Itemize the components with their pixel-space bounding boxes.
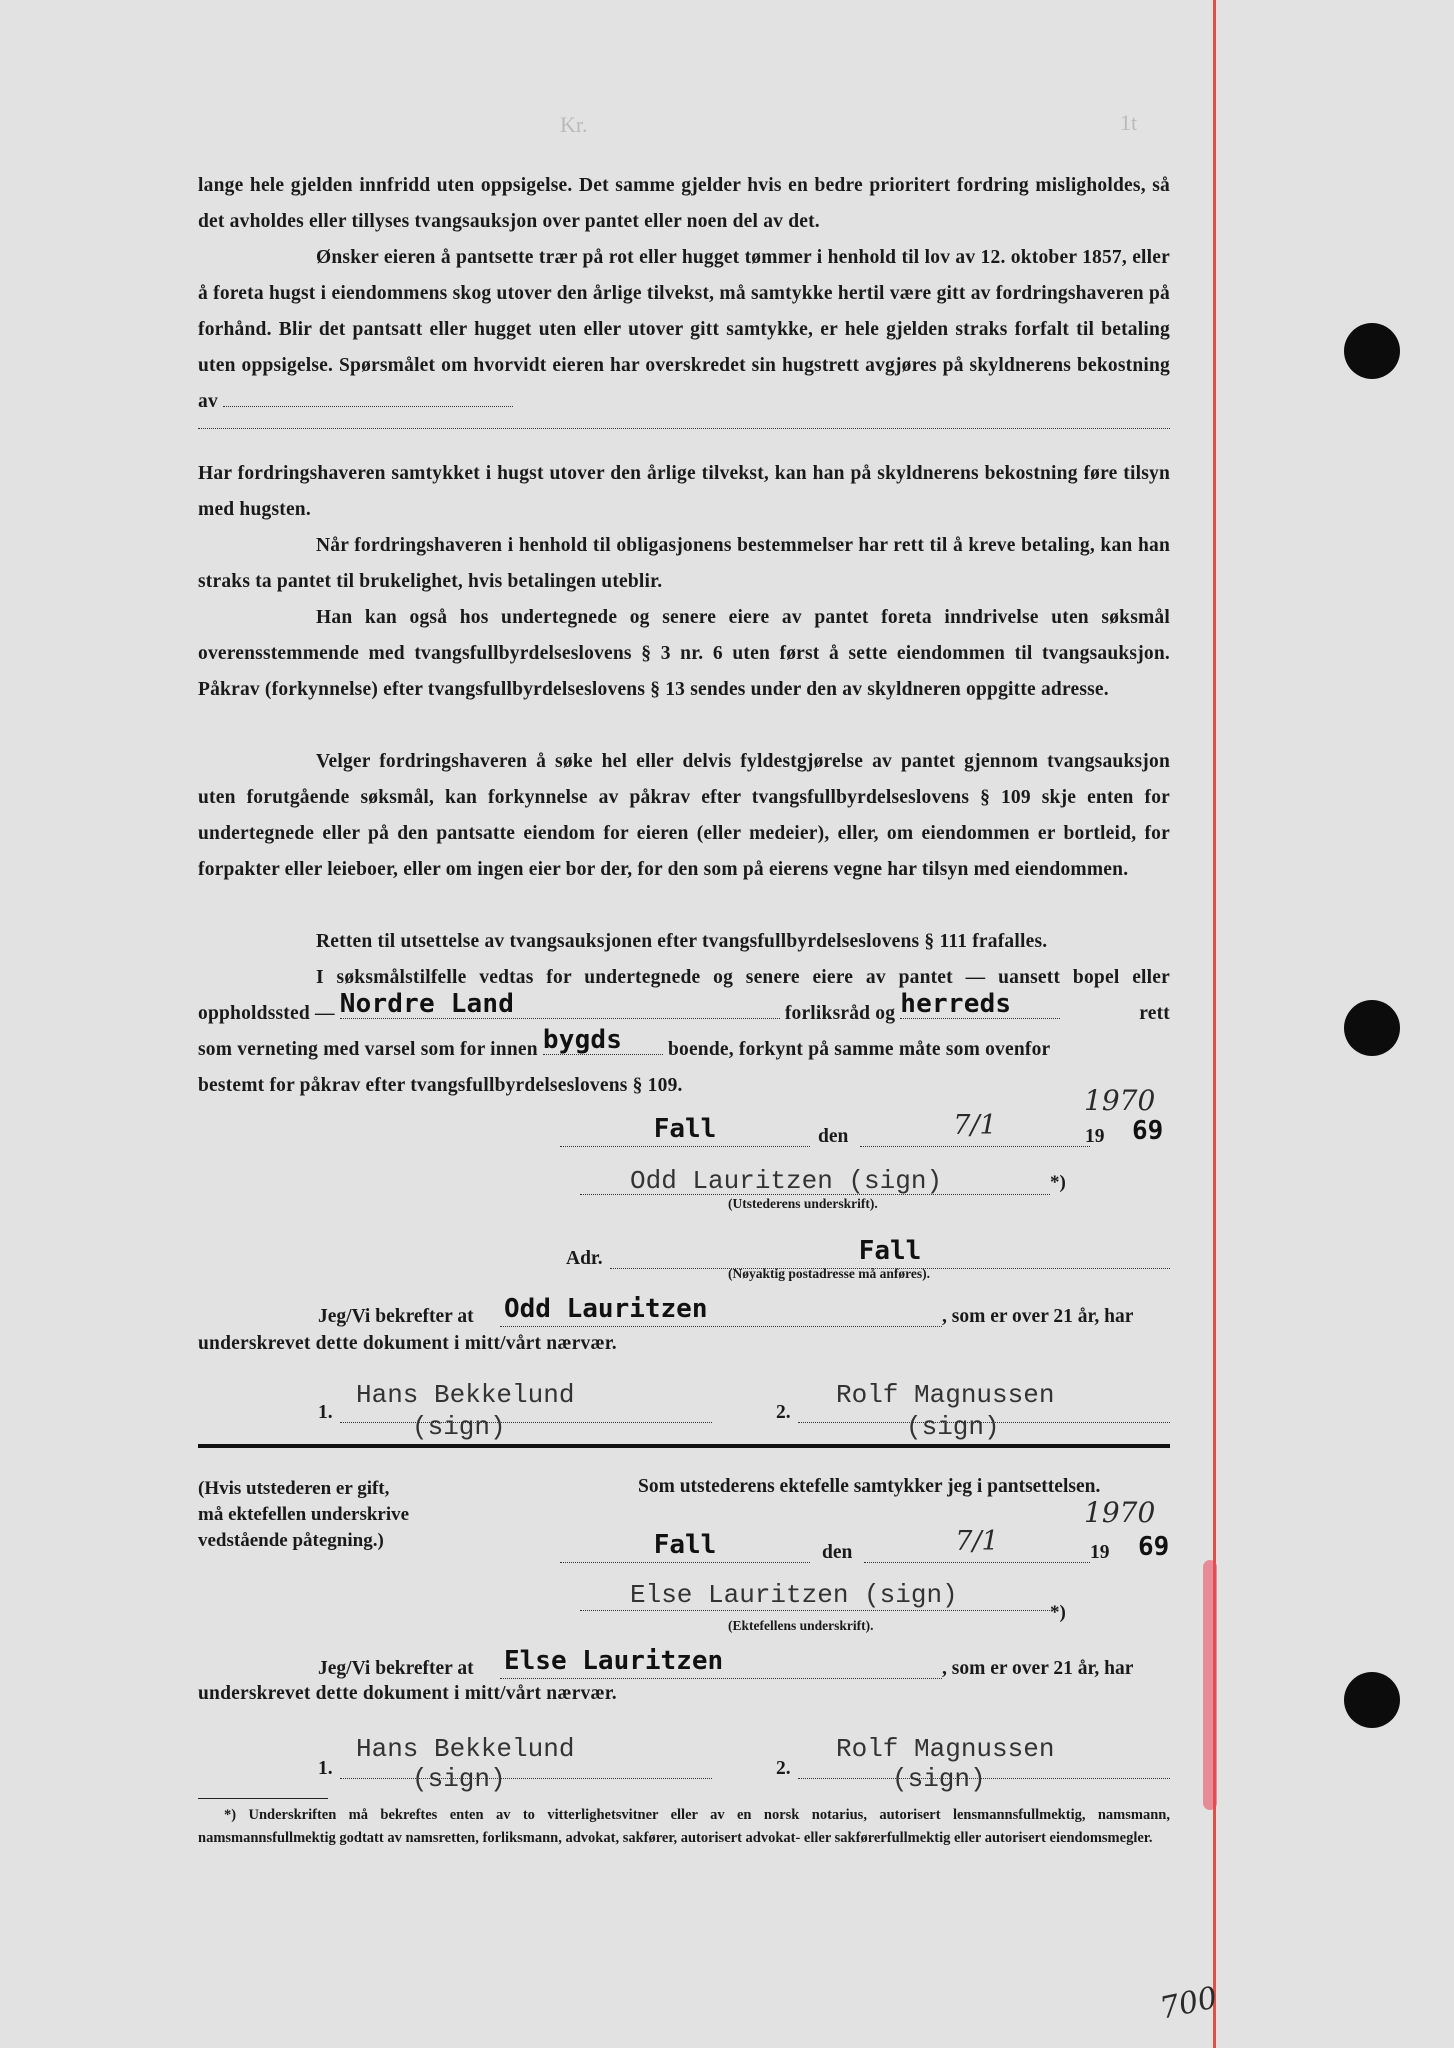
venue-district: bygds bbox=[542, 1025, 623, 1055]
sig1-witness1-name: Hans Bekkelund bbox=[356, 1380, 575, 1410]
venue-line-2 bbox=[198, 1025, 1170, 1068]
footnote: *) Underskriften må bekreftes enten av to vitterlighetsvitner eller av en norsk notarius, autorisert lensmannsfullmektig, namsmann, namsmannsfullmektig godtatt av namsretten, forliksmann, advokat, sakfører, autorisert advokat- eller sakførerfullmektig eller autorisert eiendomsmegler. bbox=[198, 1807, 1170, 1846]
spouse-caption: (Ektefellens underskrift). bbox=[728, 1618, 874, 1633]
spouse-witness1-name: Hans Bekkelund bbox=[356, 1734, 575, 1764]
venue-prefix: oppholdssted — bbox=[198, 1003, 335, 1024]
spouse-note bbox=[198, 1476, 409, 1554]
venue-district-field bbox=[542, 1025, 663, 1055]
spouse-year-typed: 69 bbox=[1138, 1532, 1170, 1562]
spouse-place: Fall bbox=[653, 1530, 717, 1560]
venue-mid: forliksråd og bbox=[784, 1003, 896, 1024]
sig1-witness2-num: 2. bbox=[776, 1402, 791, 1423]
sig1-adr-label: Adr. bbox=[566, 1248, 603, 1269]
spouse-consent: Som utstederens ektefelle samtykker jeg i pantsettelsen. bbox=[638, 1476, 1101, 1497]
sig1-adr-value: Fall bbox=[858, 1236, 922, 1266]
spouse-note-line1: (Hvis utstederen er gift, bbox=[198, 1478, 390, 1499]
faint-header-right: 1t bbox=[1120, 110, 1138, 135]
paragraph-7: Retten til utsettelse av tvangsauksjonen efter tvangsfullbyrdelseslovens § 111 frafalles. bbox=[316, 931, 1048, 952]
venue-place-field bbox=[339, 989, 780, 1019]
spouse-year-hand: 1970 bbox=[1084, 1496, 1156, 1529]
sig1-adr-caption: (Nøyaktig postadresse må anføres). bbox=[728, 1266, 930, 1281]
spouse-confirm-line2: underskrevet dette dokument i mitt/vårt nærvær. bbox=[198, 1683, 617, 1704]
sig1-den: den bbox=[818, 1126, 849, 1147]
sig1-witness2-sign: (sign) bbox=[906, 1412, 1000, 1442]
hugst-cost-blank bbox=[223, 388, 513, 407]
paragraph-6: Velger fordringshaveren å søke hel eller delvis fyldestgjørelse av pantet gjennom tvangsauksjon uten forutgående søksmål, kan forkynnelse av påkrav efter tvangsfullbyrdelseslovens § 109 skje enten for undertegnede eller på den pantsatte eiendom for eieren (eller medeier), eller, om eiendommen er bortleid, for forpakter eller leieboer, eller om ingen eier bor der, for den som på eierens vegne har tilsyn med eiendommen. bbox=[198, 751, 1170, 880]
punch-hole-top bbox=[1344, 323, 1400, 379]
sig1-year-hand: 1970 bbox=[1084, 1084, 1156, 1117]
sig1-witness-line bbox=[318, 1380, 1170, 1440]
paragraph-5: Han kan også hos undertegnede og senere eiere av pantet foreta inndrivelse uten søksmål overensstemmende med tvangsfullbyrdelseslovens § 3 nr. 6 uten først å sette eiendommen til tvangsauksjon. Påkrav (forkynnelse) efter tvangsfullbyrdelseslovens § 13 sendes under den av skyldneren oppgitte adresse. bbox=[198, 607, 1170, 700]
sig1-signer-typed: Odd Lauritzen (sign) bbox=[630, 1166, 943, 1196]
sig1-confirm-line2: underskrevet dette dokument i mitt/vårt nærvær. bbox=[198, 1333, 617, 1354]
spouse-signer-line bbox=[580, 1580, 1170, 1623]
paragraph-8: I søksmålstilfelle vedtas for undertegnede og senere eiere av pantet — uansett bopel eller bbox=[316, 967, 1170, 988]
spouse-place-field bbox=[560, 1530, 810, 1563]
sig1-witness1-sign: (sign) bbox=[412, 1412, 506, 1442]
spouse-witness2-name: Rolf Magnussen bbox=[836, 1734, 1055, 1764]
paragraph-2 bbox=[198, 240, 1170, 420]
faint-header-left: Kr. bbox=[560, 112, 588, 137]
sig1-confirm-suffix: , som er over 21 år, har bbox=[942, 1306, 1134, 1327]
venue-line2-prefix: som verneting med varsel som for innen bbox=[198, 1039, 538, 1060]
sig1-witness1-num: 1. bbox=[318, 1402, 333, 1423]
spouse-witness-line bbox=[318, 1734, 1170, 1794]
section-divider bbox=[198, 1444, 1170, 1448]
sig1-date-field bbox=[860, 1110, 1090, 1147]
spouse-star: *) bbox=[1050, 1602, 1066, 1623]
spouse-witness2-num: 2. bbox=[776, 1758, 791, 1779]
spouse-witness1-num: 1. bbox=[318, 1758, 333, 1779]
dotted-blank-line bbox=[198, 428, 1170, 429]
sig1-star: *) bbox=[1050, 1172, 1066, 1193]
sig1-witness2-name: Rolf Magnussen bbox=[836, 1380, 1055, 1410]
sig1-date: 7/1 bbox=[953, 1110, 997, 1141]
sig1-place: Fall bbox=[653, 1114, 717, 1144]
venue-line-3: bestemt for påkrav efter tvangsfullbyrdelseslovens § 109. bbox=[198, 1075, 683, 1096]
venue-court: herreds bbox=[900, 989, 1012, 1019]
red-stain bbox=[1203, 1560, 1217, 1810]
sig1-caption: (Utstederens underskrift). bbox=[728, 1196, 878, 1211]
paragraph-4: Når fordringshaveren i henhold til obligasjonens bestemmelser har rett til å kreve betaling, kan han straks ta pantet til brukelighet, hvis betalingen uteblir. bbox=[198, 535, 1170, 592]
paragraph-1: lange hele gjelden innfridd uten oppsigelse. Det samme gjelder hvis en bedre prioritert fordring misligholdes, så det avholdes eller tillyses tvangsauksjon over pantet eller noen del av det. bbox=[198, 175, 1170, 232]
spouse-note-line3: vedstående påtegning.) bbox=[198, 1530, 384, 1551]
spouse-den: den bbox=[822, 1542, 853, 1563]
sig1-date-line bbox=[560, 1110, 1170, 1160]
spouse-date: 7/1 bbox=[955, 1526, 999, 1557]
spouse-year-prefix: 19 bbox=[1090, 1542, 1110, 1563]
paragraph-3: Har fordringshaveren samtykket i hugst utover den årlige tilvekst, kan han på skyldnerens bekostning føre tilsyn med hugsten. bbox=[198, 463, 1170, 520]
spouse-note-line2: må ektefellen underskrive bbox=[198, 1504, 410, 1525]
punch-hole-middle bbox=[1344, 1000, 1400, 1056]
venue-suffix: rett bbox=[1139, 1003, 1170, 1024]
venue-line-1 bbox=[198, 989, 1170, 1032]
spouse-confirm-suffix: , som er over 21 år, har bbox=[942, 1658, 1134, 1679]
paragraph-2-text: Ønsker eieren å pantsette trær på rot eller hugget tømmer i henhold til lov av 12. oktober 1857, eller å foreta hugst i eiendommens skog utover den årlige tilvekst, må samtykke hertil være gitt av fordringshaveren på forhånd. Blir det pantsatt eller hugget uten eller utover gitt samtykke, er hele gjelden straks forfalt til betaling uten oppsigelse. Spørsmålet om hvorvidt eieren har overskredet sin hugstrett avgjøres på skyldnerens bekostning av bbox=[198, 247, 1170, 412]
sig1-confirm-prefix: Jeg/Vi bekrefter at bbox=[318, 1306, 474, 1327]
spouse-date-line bbox=[560, 1526, 1170, 1576]
spouse-signer-typed: Else Lauritzen (sign) bbox=[630, 1580, 958, 1610]
spouse-witness1-sign: (sign) bbox=[412, 1764, 506, 1794]
venue-court-field bbox=[900, 989, 1060, 1019]
spouse-confirm-prefix: Jeg/Vi bekrefter at bbox=[318, 1658, 474, 1679]
spouse-confirm-name: Else Lauritzen bbox=[504, 1646, 724, 1676]
venue-place: Nordre Land bbox=[339, 989, 515, 1019]
spouse-date-field bbox=[864, 1526, 1090, 1563]
footnote-rule bbox=[198, 1798, 328, 1799]
spouse-witness2-sign: (sign) bbox=[892, 1764, 986, 1794]
sig1-place-field bbox=[560, 1114, 810, 1147]
sig1-year-typed: 69 bbox=[1132, 1116, 1164, 1146]
venue-line2-suffix: boende, forkynt på samme måte som ovenfor bbox=[667, 1039, 1051, 1060]
page-mark: 700 bbox=[1156, 1980, 1221, 2027]
sig1-confirm-name: Odd Lauritzen bbox=[504, 1294, 708, 1324]
punch-hole-bottom bbox=[1344, 1672, 1400, 1728]
sig1-confirm-field bbox=[500, 1294, 942, 1327]
sig1-year-prefix: 19 bbox=[1085, 1126, 1105, 1147]
